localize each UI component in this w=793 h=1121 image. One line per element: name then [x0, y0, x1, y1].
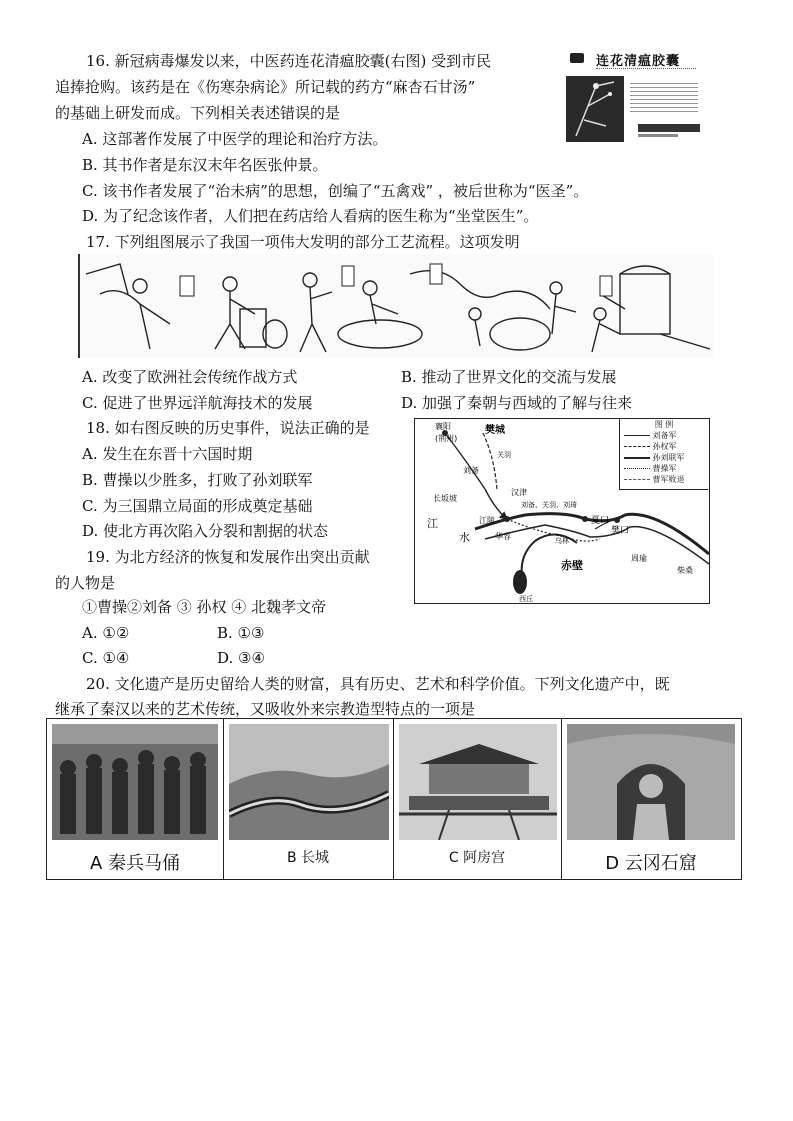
map-legend — [619, 419, 708, 490]
map-label-xiangyang: 襄阳 — [435, 422, 451, 431]
q16-stem-line-1: 16. 新冠病毒爆发以来，中医药连花清瘟胶囊(右图) 受到市民 — [86, 52, 492, 70]
map-label-route-note: 刘备、关羽、刘琦 — [521, 501, 577, 509]
yungang-grottoes-photo — [567, 724, 735, 840]
battle-map — [414, 418, 710, 604]
map-label-changban: 长坂坡 — [433, 494, 457, 503]
q20-stem-line-2: 继承了秦汉以来的艺术传统，又吸收外来宗教造型特点的一项是 — [55, 700, 476, 718]
medicine-box-title: 连花清瘟胶囊 — [596, 54, 681, 69]
q18-option-b: B. 曹操以少胜多，打败了孙刘联军 — [82, 471, 313, 489]
q19-stem-line-2: 的人物是 — [55, 574, 116, 592]
map-legend-title: 图 例 — [654, 420, 674, 429]
caption-epang-palace: C 阿房宫 — [448, 850, 506, 866]
map-label-jiangling: 江陵 — [479, 516, 495, 525]
caption-yungang-grottoes: D 云冈石窟 — [605, 853, 697, 874]
q16-option-a: A. 这部著作发展了中医学的理论和治疗方法。 — [82, 130, 388, 148]
papermaking-process-image — [78, 254, 714, 358]
map-label-jingzhou: (荆州) — [435, 434, 458, 443]
great-wall-photo — [229, 724, 389, 840]
medicine-box-image — [566, 50, 704, 142]
legend-item: 曹军败退 — [620, 474, 708, 485]
q17-option-b: B. 推动了世界文化的交流与发展 — [401, 368, 617, 386]
map-label-xiqiu: 西丘 — [519, 595, 533, 603]
q17-stem: 17. 下列组图展示了我国一项伟大发明的部分工艺流程。这项发明 — [86, 233, 520, 251]
map-label-chaisang: 柴桑 — [677, 566, 693, 575]
q19-option-c: C. ①④ — [82, 649, 130, 667]
q19-option-d: D. ③④ — [217, 649, 265, 667]
map-label-fancheng: 樊城 — [485, 425, 505, 436]
map-label-shui: 水 — [459, 531, 470, 544]
q18-option-d: D. 使北方再次陷入分裂和割据的状态 — [82, 522, 329, 540]
q16-option-b: B. 其书作者是东汉末年名医张仲景。 — [82, 156, 328, 174]
q16-stem-line-3: 的基础上研发而成。下列相关表述错误的是 — [55, 104, 341, 122]
medicine-herb-photo — [566, 76, 624, 142]
q18-option-a: A. 发生在东晋十六国时期 — [82, 445, 253, 463]
q19-items: ①曹操②刘备 ③ 孙权 ④ 北魏孝文帝 — [82, 598, 327, 616]
q16-stem-line-2: 追捧抢购。该药是在《伤寒杂病论》所记载的药方“麻杏石甘汤” — [55, 78, 476, 96]
caption-great-wall: B 长城 — [286, 850, 330, 866]
map-label-xiakou: 夏口 — [591, 516, 610, 526]
q19-option-a: A. ①② — [82, 624, 130, 642]
heritage-image-table — [46, 718, 742, 880]
map-label-jiang: 江 — [427, 517, 438, 530]
q20-stem-line-1: 20. 文化遗产是历史留给人类的财富，具有历史、艺术和科学价值。下列文化遗产中，既 — [86, 675, 670, 693]
terracotta-army-photo — [52, 724, 218, 840]
map-label-wulin: 乌林 — [555, 537, 569, 545]
map-label-chibi: 赤壁 — [561, 559, 583, 572]
q17-option-c: C. 促进了世界远洋航海技术的发展 — [82, 394, 313, 412]
caption-terracotta-army: A 秦兵马俑 — [89, 853, 181, 874]
q16-option-d: D. 为了纪念该作者，人们把在药店给人看病的医生称为“坐堂医生”。 — [82, 207, 539, 225]
map-label-hanjin: 汉津 — [511, 488, 527, 497]
q16-option-c: C. 该书作者发展了“治未病”的思想，创编了“五禽戏” ，被后世称为“医圣”。 — [82, 182, 589, 200]
medicine-logo — [570, 53, 584, 63]
map-label-huarong: 华容 — [495, 532, 511, 541]
map-label-liubei: 刘备 — [463, 466, 479, 475]
legend-item: 孙权军 — [620, 441, 708, 452]
q18-stem: 18. 如右图反映的历史事件，说法正确的是 — [86, 419, 370, 437]
map-label-fankou: 樊口 — [611, 526, 630, 536]
legend-item: 曹操军 — [620, 463, 708, 474]
q17-option-a: A. 改变了欧洲社会传统作战方式 — [82, 368, 298, 386]
map-label-guanyu: 关羽 — [497, 451, 511, 459]
legend-item: 孙刘联军 — [620, 452, 708, 463]
map-label-zhouyu: 周瑜 — [631, 554, 647, 563]
legend-item: 刘备军 — [620, 430, 708, 441]
epang-palace-photo — [399, 724, 557, 840]
q18-option-c: C. 为三国鼎立局面的形成奠定基础 — [82, 497, 313, 515]
q19-stem-line-1: 19. 为北方经济的恢复和发展作出突出贡献 — [86, 548, 370, 566]
q17-option-d: D. 加强了秦朝与西域的了解与往来 — [401, 394, 633, 412]
q19-option-b: B. ①③ — [217, 624, 265, 642]
